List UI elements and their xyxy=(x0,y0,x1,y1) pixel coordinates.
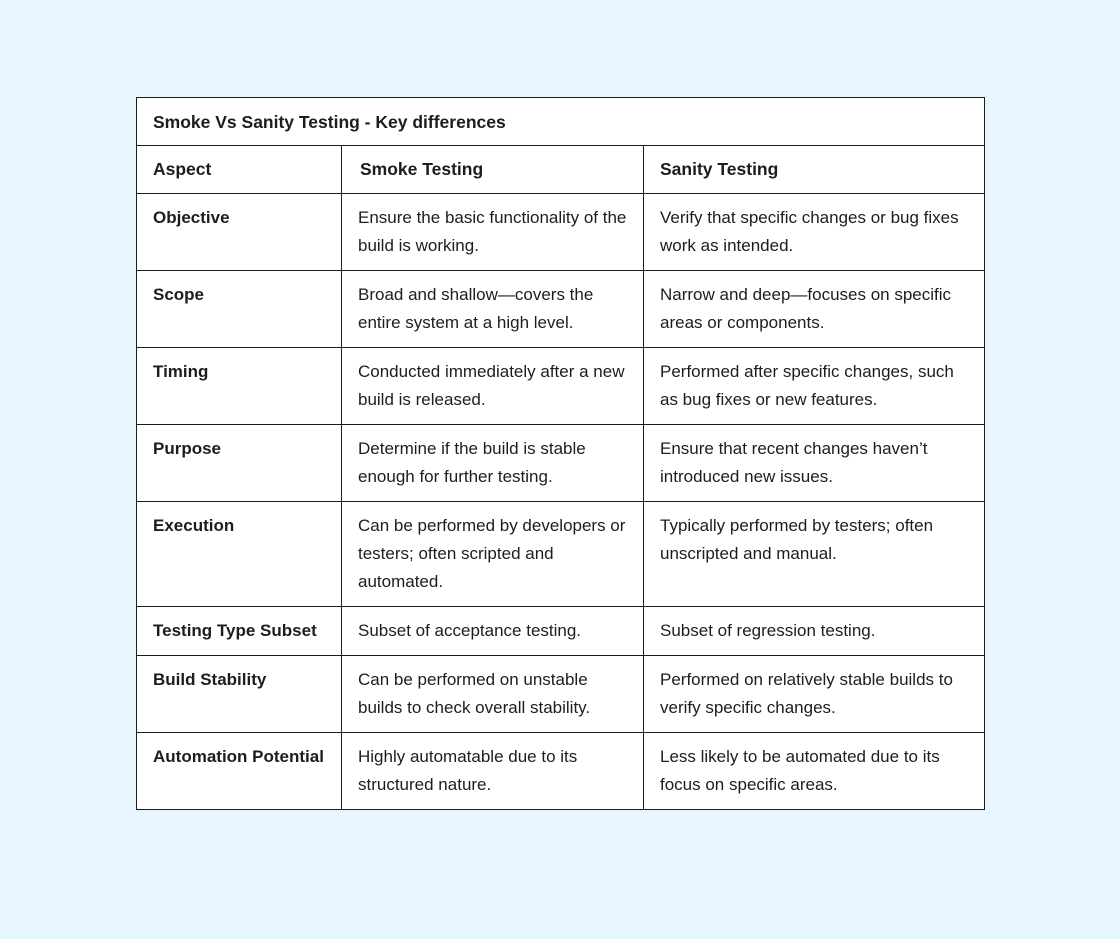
sanity-cell: Ensure that recent changes haven’t introduced new issues. xyxy=(644,425,985,502)
aspect-cell: Testing Type Subset xyxy=(137,607,342,656)
smoke-cell: Can be performed on unstable builds to check overall stability. xyxy=(342,656,644,733)
table-title: Smoke Vs Sanity Testing - Key differences xyxy=(137,98,985,146)
smoke-cell: Broad and shallow—covers the entire system at a high level. xyxy=(342,271,644,348)
table-header-row xyxy=(137,146,985,194)
smoke-cell: Determine if the build is stable enough for further testing. xyxy=(342,425,644,502)
comparison-table xyxy=(136,97,985,810)
aspect-cell: Objective xyxy=(137,194,342,271)
column-header-aspect: Aspect xyxy=(137,146,342,194)
sanity-cell: Typically performed by testers; often unscripted and manual. xyxy=(644,502,985,607)
sanity-cell: Narrow and deep—focuses on specific areas or components. xyxy=(644,271,985,348)
table-row xyxy=(137,656,985,733)
smoke-cell: Conducted immediately after a new build is released. xyxy=(342,348,644,425)
table-row xyxy=(137,194,985,271)
table-row xyxy=(137,607,985,656)
sanity-cell: Verify that specific changes or bug fixes work as intended. xyxy=(644,194,985,271)
aspect-cell: Build Stability xyxy=(137,656,342,733)
aspect-cell: Execution xyxy=(137,502,342,607)
aspect-cell: Timing xyxy=(137,348,342,425)
sanity-cell: Performed after specific changes, such as bug fixes or new features. xyxy=(644,348,985,425)
table-row xyxy=(137,502,985,607)
smoke-cell: Highly automatable due to its structured nature. xyxy=(342,733,644,810)
aspect-cell: Automation Potential xyxy=(137,733,342,810)
sanity-cell: Subset of regression testing. xyxy=(644,607,985,656)
table-row xyxy=(137,425,985,502)
aspect-cell: Purpose xyxy=(137,425,342,502)
sanity-cell: Less likely to be automated due to its focus on specific areas. xyxy=(644,733,985,810)
table-title-row xyxy=(137,98,985,146)
aspect-cell: Scope xyxy=(137,271,342,348)
column-header-sanity-testing: Sanity Testing xyxy=(644,146,985,194)
table-row xyxy=(137,733,985,810)
smoke-cell: Subset of acceptance testing. xyxy=(342,607,644,656)
column-header-smoke-testing: Smoke Testing xyxy=(342,146,644,194)
table-row xyxy=(137,271,985,348)
smoke-cell: Ensure the basic functionality of the build is working. xyxy=(342,194,644,271)
sanity-cell: Performed on relatively stable builds to verify specific changes. xyxy=(644,656,985,733)
smoke-cell: Can be performed by developers or testers; often scripted and automated. xyxy=(342,502,644,607)
table-row xyxy=(137,348,985,425)
